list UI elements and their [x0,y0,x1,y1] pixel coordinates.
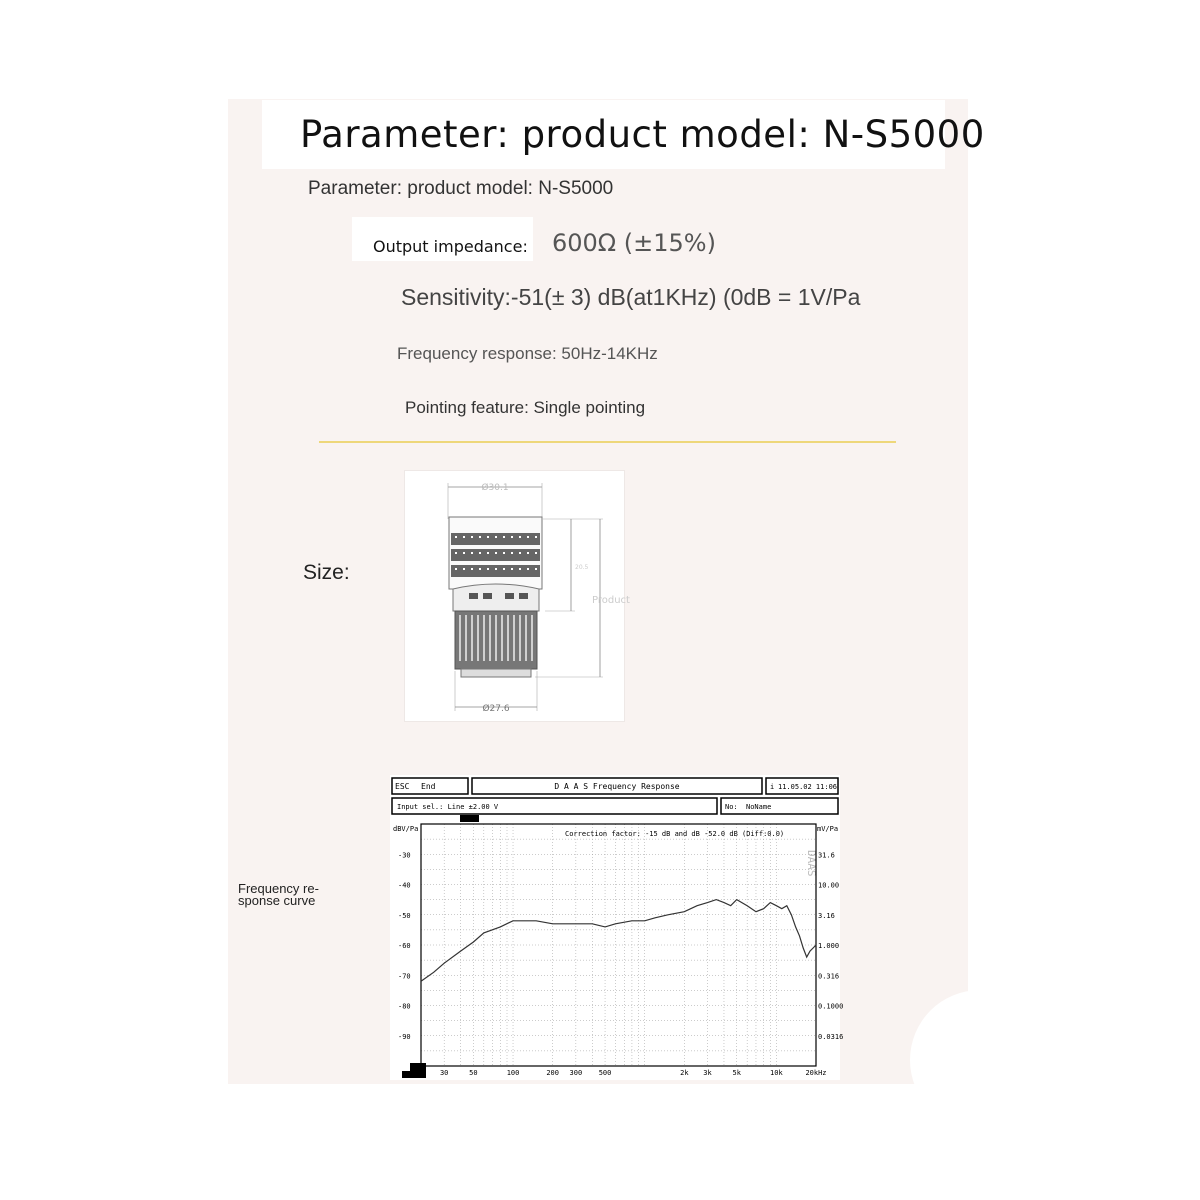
product-dimension-label: Product [592,595,630,606]
timestamp: 11.05.02 11:06 [778,783,838,791]
page-title: Parameter: product model: N-S5000 [300,113,985,156]
capsule-dimension-drawing [404,470,630,722]
right-axis-unit: mV/Pa [817,825,839,833]
x-tick-label: 50 [469,1069,478,1077]
correction-factor: Correction factor: -15 dB and dB -52.0 dB (Diff:0.0) [565,830,785,838]
x-tick-label: 100 [506,1069,520,1077]
y-tick-label: -70 [398,972,411,981]
left-axis-unit: dBV/Pa [393,825,419,833]
x-tick-label: 20kHz [805,1069,827,1077]
frequency-response-spec: Frequency response: 50Hz-14KHz [397,344,658,363]
x-tick-label: 500 [598,1069,612,1077]
daas-watermark: DAAS [805,850,818,877]
frequency-response-chart [390,775,844,1080]
impedance-label: Output impedance: [373,237,528,256]
right-tick-label: 10.00 [818,881,840,890]
y-tick-label: -60 [398,942,411,950]
sensitivity-spec: Sensitivity:-51(± 3) dB(at1KHz) (0dB = 1V/Pa [401,284,861,310]
right-tick-label: 0.1000 [818,1002,844,1011]
chart-grid [421,824,816,1066]
bottom-dimension-label: Ø27.6 [482,704,510,714]
frequency-response-svg [390,775,844,1080]
frequency-curve-label-line1: Frequency re- [238,881,319,896]
x-tick-label: 200 [546,1069,559,1077]
right-tick-label: 3.16 [818,911,835,920]
model-line: Parameter: product model: N-S5000 [308,178,614,199]
y-tick-label: -80 [398,1002,411,1011]
esc-key-label: ESC [395,782,410,791]
end-label: End [421,782,436,791]
svg-text:20.5: 20.5 [575,564,589,571]
name-value: NoName [746,803,772,811]
pointing-spec: Pointing feature: Single pointing [405,398,646,417]
y-tick-label: -90 [398,1032,411,1041]
plot-frame [421,824,816,1066]
name-no-label: No: [725,803,738,811]
top-dimension-label: Ø30.1 [481,483,509,493]
frequency-curve-label-line2: sponse curve [238,893,316,908]
right-tick-label: 31.6 [818,851,835,860]
panel-corner-cutout [910,990,1050,1130]
input-selection: Input sel.: Line ±2.00 V [397,803,499,811]
divider-line [319,441,896,443]
y-tick-label: -30 [398,851,411,860]
chart-title: D A A S Frequency Response [554,782,680,791]
series-line [421,900,816,982]
size-label: Size: [303,561,350,584]
capsule-drawing-svg [405,471,630,721]
right-tick-label: 0.316 [818,972,840,981]
x-tick-label: 300 [569,1069,583,1077]
right-tick-label: 1.000 [818,942,840,950]
x-tick-label: 10k [770,1069,783,1077]
y-tick-label: -50 [398,911,411,920]
info-icon: i [770,783,775,791]
x-tick-label: 30 [439,1069,449,1077]
scroll-step-icon[interactable] [402,1063,426,1078]
right-tick-label: 0.0316 [818,1032,844,1041]
x-tick-label: 3k [703,1069,712,1077]
x-tick-label: 5k [732,1069,741,1077]
x-tick-label: 2k [680,1069,689,1077]
y-tick-label: -40 [398,881,411,890]
frequency-curve-label [238,883,319,907]
level-marker [460,815,479,822]
impedance-value: 600Ω (±15%) [552,229,716,257]
